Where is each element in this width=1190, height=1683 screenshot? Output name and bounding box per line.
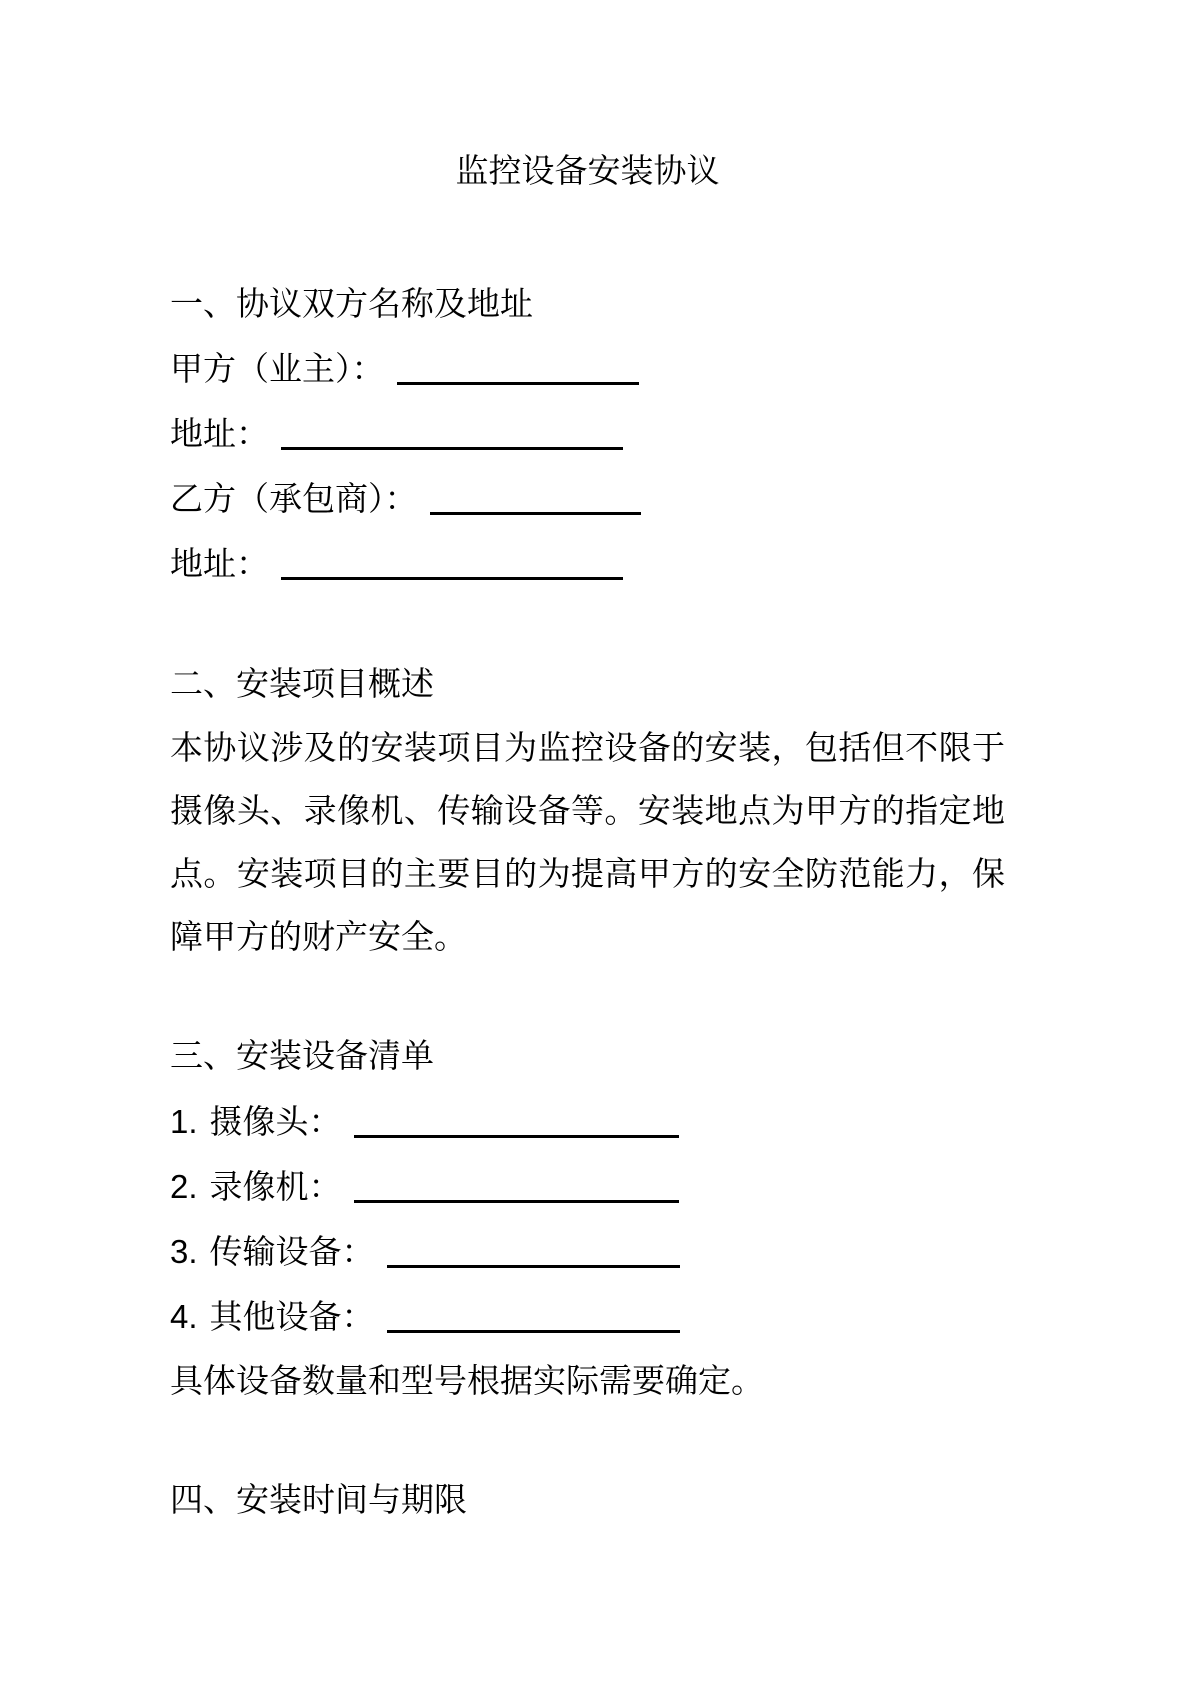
party-b-blank-field: [430, 502, 641, 515]
fill-line-party-a-address: [170, 403, 1005, 468]
equipment-item-3-blank-field: [387, 1255, 680, 1268]
party-a-label: 甲方（业主）：: [170, 352, 385, 388]
equipment-item-1-number: 1.: [170, 1103, 198, 1140]
equipment-item-1-blank-field: [354, 1125, 679, 1138]
party-b-label: 乙方（承包商）：: [170, 482, 418, 518]
section-equipment-list-heading: 三、安装设备清单: [170, 1039, 434, 1075]
party-b-address-blank-field: [281, 567, 623, 580]
overview-paragraph-line-3: 点。安装项目的主要目的为提高甲方的安全防范能力，保: [170, 857, 1005, 893]
overview-paragraph-line-1: 本协议涉及的安装项目为监控设备的安装，包括但不限于: [170, 731, 1005, 767]
party-a-blank-field: [397, 372, 639, 385]
party-a-address-blank-field: [281, 437, 623, 450]
overview-paragraph-line-4: 障甲方的财产安全。: [170, 920, 467, 956]
fill-line-party-a: [170, 338, 1005, 403]
equipment-item-1-label: 摄像头：: [209, 1105, 342, 1141]
equipment-item-transmission: [170, 1220, 1005, 1285]
section-installation-time-heading: 四、安装时间与期限: [170, 1483, 467, 1519]
equipment-item-4-blank-field: [387, 1320, 680, 1333]
section-project-overview-heading: 二、安装项目概述: [170, 667, 434, 703]
overview-paragraph-line-2: 摄像头、录像机、传输设备等。安装地点为甲方的指定地: [170, 794, 1005, 830]
equipment-item-3-number: 3.: [170, 1233, 198, 1270]
section-equipment-list: [170, 1025, 1005, 1414]
equipment-list-note: 具体设备数量和型号根据实际需要确定。: [170, 1364, 764, 1400]
section-parties-heading: 一、协议双方名称及地址: [170, 287, 533, 323]
section-installation-time: [170, 1469, 1005, 1534]
section-parties: [170, 273, 1005, 598]
equipment-item-2-label: 录像机：: [209, 1170, 342, 1206]
party-a-address-label: 地址：: [170, 417, 269, 453]
fill-line-party-b-address: [170, 533, 1005, 598]
equipment-item-camera: [170, 1090, 1005, 1155]
equipment-item-3-label: 传输设备：: [209, 1235, 375, 1271]
party-b-address-label: 地址：: [170, 547, 269, 583]
equipment-item-2-number: 2.: [170, 1168, 198, 1205]
document-title: 监控设备安装协议: [455, 154, 720, 190]
equipment-item-2-blank-field: [354, 1190, 679, 1203]
equipment-item-4-label: 其他设备：: [209, 1300, 375, 1336]
equipment-item-recorder: [170, 1155, 1005, 1220]
equipment-item-other: [170, 1285, 1005, 1350]
fill-line-party-b: [170, 468, 1005, 533]
section-project-overview: [170, 653, 1005, 970]
equipment-item-4-number: 4.: [170, 1298, 198, 1335]
